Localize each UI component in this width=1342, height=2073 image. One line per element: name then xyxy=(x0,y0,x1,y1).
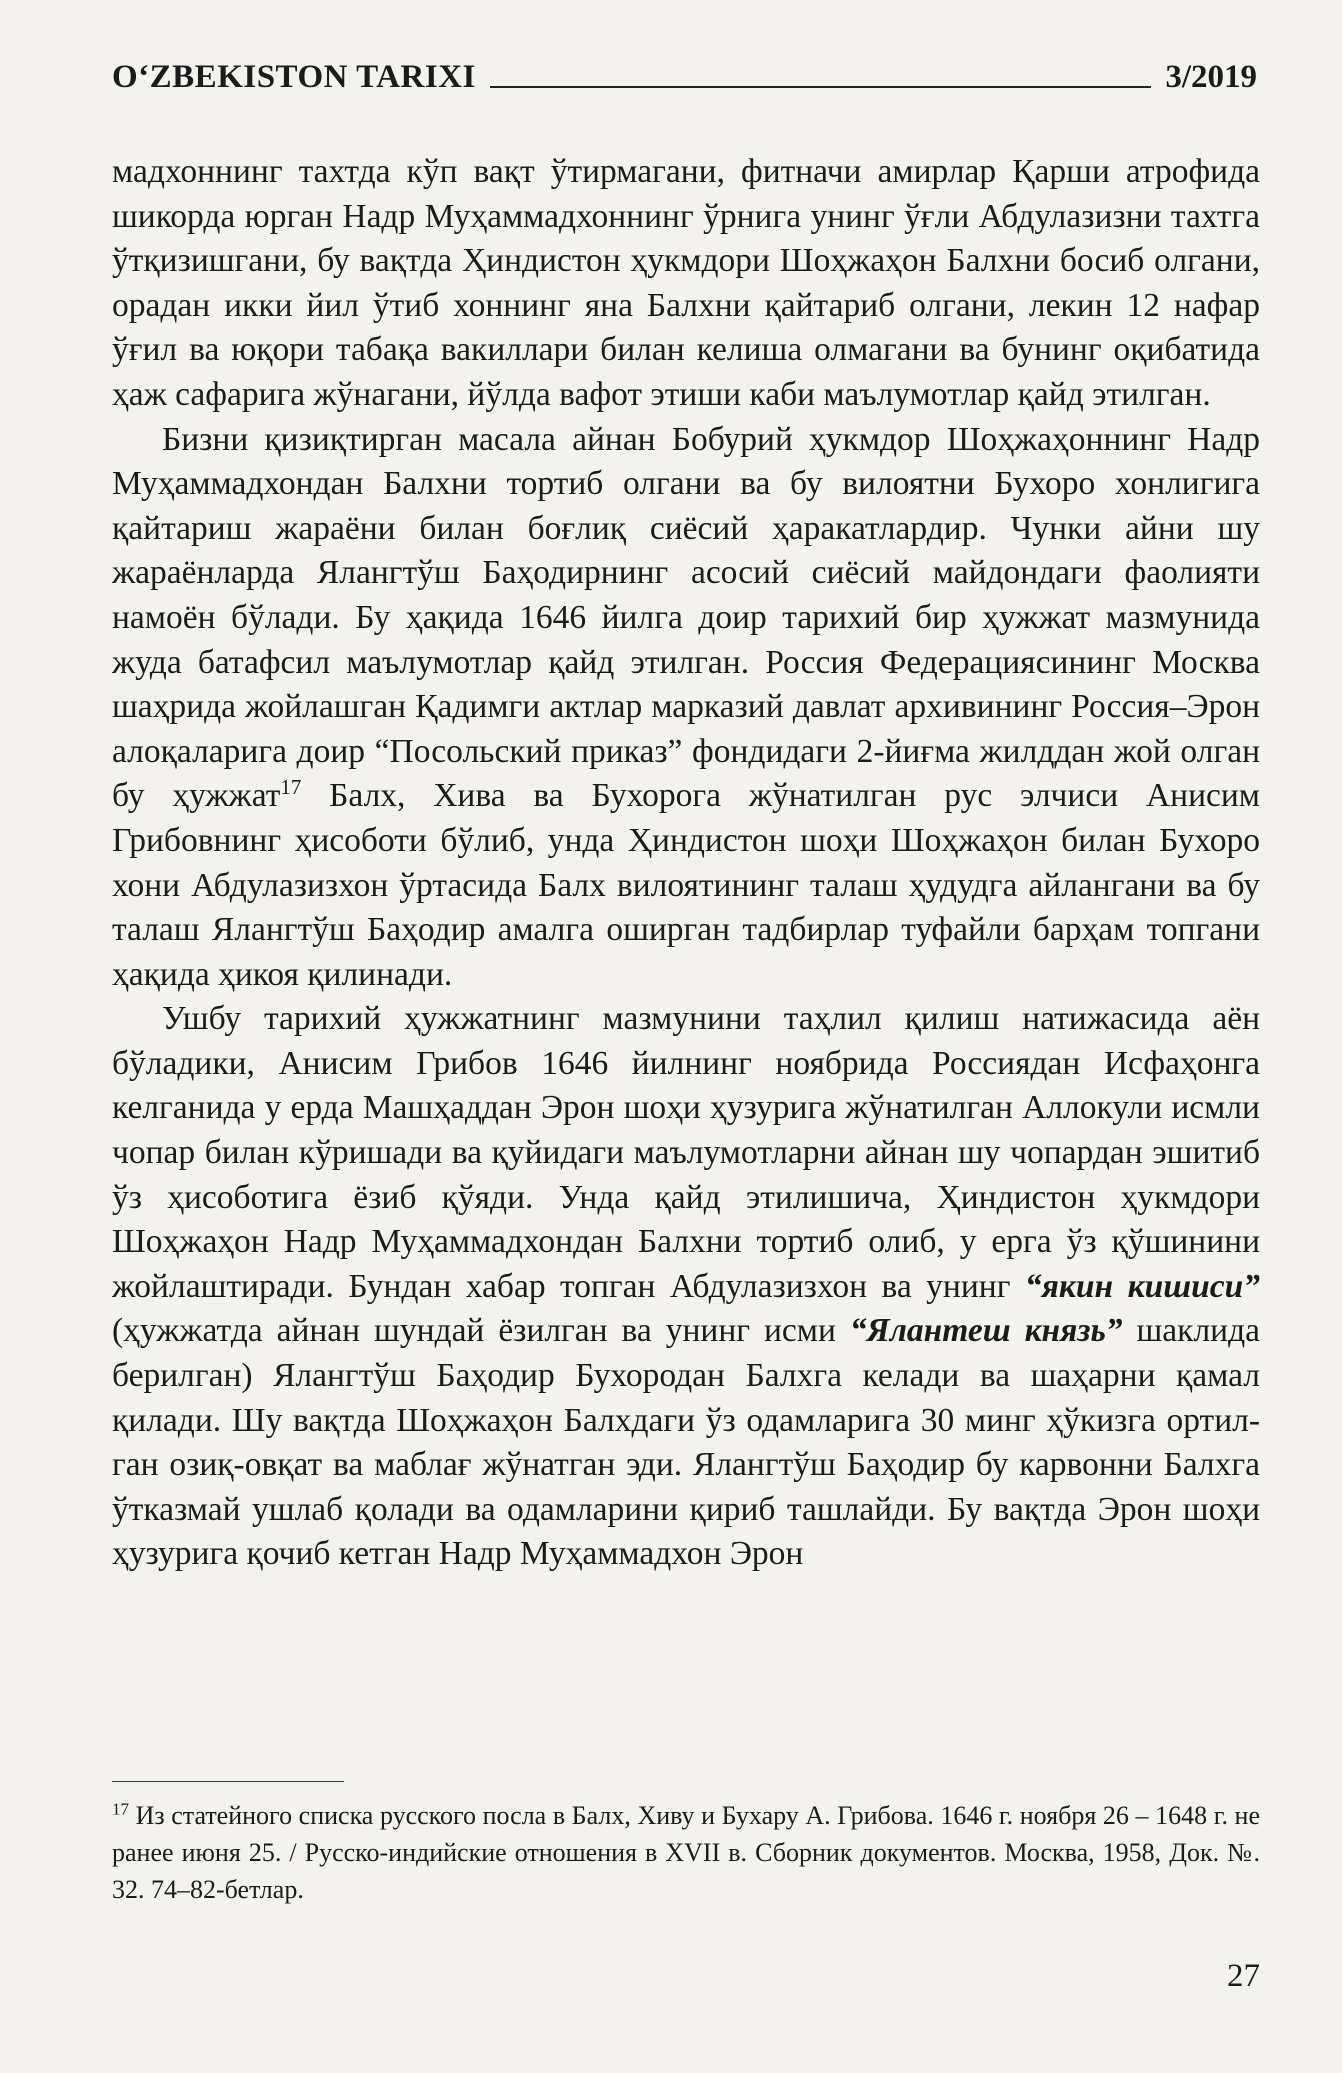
paragraph-1-text: мадхоннинг тахтда кўп вақт ўтирмагани, фитначи амирлар Қарши атрофида шикорда юрган Надр Муҳаммадхоннинг ўрнига унинг ўғли Абдулазизни тахтга ўтқизишгани, бу вақтда Ҳиндистон ҳукмдори Шоҳжаҳон Балхни босиб олгани, орадан икки йил ўтиб хоннинг яна Балхни қайтариб олгани, лекин 12 нафар ўғил ва юқори табақа вакиллари билан келиша олмагани ва бунинг оқибатида ҳаж сафарига жўнагани, йўлда вафот этиши каби маълумотлар қайд этилган. xyxy=(112,153,1260,413)
journal-title: O‘ZBEKISTON TARIXI xyxy=(112,59,476,95)
footnote xyxy=(112,1797,1260,1908)
issue-number: 3/2019 xyxy=(1165,59,1257,95)
paragraph-3-text-a: Ушбу тарихий ҳужжатнинг мазмунини таҳлил қилиш натижасида аён бўладики, Анисим Грибов 1646 йилнинг ноябрида Россиядан Исфаҳонга келганида у ерда Машҳаддан Эрон шоҳи ҳузурига жўнатилган Аллокули исмли чопар билан кўришади ва қуйидаги маълумотларни айнан шу чопардан эшитиб ўз ҳисоботига ёзиб қўяди. Унда қайд этилишича, Ҳиндистон ҳукмдори Шоҳжаҳон Надр Муҳаммадхондан Балхни тортиб олиб, у ерга ўз қўшинини жойлаштиради. Бундан хабар топган Абдулазизхон ва унинг xyxy=(112,1000,1260,1305)
footnote-ref-17[interactable]: 17 xyxy=(280,775,302,800)
paragraph-2 xyxy=(112,418,1260,998)
footnote-number: 17 xyxy=(112,1799,129,1819)
paragraph-1 xyxy=(112,150,1260,418)
paragraph-2-text-b: Балх, Хива ва Бухорога жўнатилган рус элчиси Анисим Грибовнинг ҳисоботи бўлиб, унда Ҳиндистон шоҳи Шоҳжаҳон билан Бухоро хони Абдулазизхон ўртасида Балх вилоятининг талаш ҳудудга айлангани ва бу талаш Ялангтўш Баҳодир амалга оширган тадбирлар туфайли барҳам топгани ҳақида ҳикоя қилинади. xyxy=(112,777,1260,993)
quote-close-person: “якин кишиси” xyxy=(1024,1267,1260,1305)
running-header xyxy=(112,52,1257,96)
paragraph-3 xyxy=(112,997,1260,1577)
footnote-rule xyxy=(112,1781,344,1782)
header-rule xyxy=(490,86,1151,88)
footnote-text: Из статейного списка русского посла в Балх, Хиву и Бухару А. Грибова. 1646 г. ноября 26 – 1648 г. не ранее июня 25. / Русско-индийские отношения в XVII в. Сборник документов. Москва, 1958, Док. №. 32. 74–82-бетлар. xyxy=(112,1801,1260,1904)
paragraph-3-text-c: шаклида берилган) Ялангтўш Баҳодир Бухородан Балхга келади ва шаҳарни қамал қилади. Шу вақтда Шоҳжаҳон Балхдаги ўз одамларига 30 минг ҳўкизга ортилган озиқ-овқат ва маблағ жўнатган эди. Ялангтўш Баҳодир бу карвонни Балхга ўтказмай ушлаб қолади ва одамларини қириб ташлайди. Бу вақтда Эрон шоҳи ҳузурига қочиб кетган Надр Муҳаммадхон Эрон xyxy=(112,1312,1260,1573)
body-text xyxy=(112,150,1260,1577)
paragraph-2-text-a: Бизни қизиқтирган масала айнан Бобурий ҳукмдор Шоҳжаҳоннинг Надр Муҳаммадхондан Балхни тортиб олгани ва бу вилоятни Бухоро хонлигига қайтариш жараёни билан боғлиқ сиёсий ҳаракатлардир. Чунки айни шу жараёнларда Ялангтўш Баҳодирнинг асосий сиёсий майдондаги фаолияти намоён бўлади. Бу ҳақида 1646 йилга доир тарихий бир ҳужжат мазмунида жуда батафсил маълумотлар қайд этилган. Россия Федерациясининг Москва шаҳрида жойлашган Қадимги актлар марказий давлат архивининг Россия–Эрон алоқаларига доир “Посольский приказ” фондидаги 2-йиғма жилддан жой олган бу ҳужжат xyxy=(112,420,1260,815)
paragraph-3-text-b: (ҳужжатда айнан шундай ёзилган ва унинг исми xyxy=(112,1312,850,1350)
quote-prince-name: “Ялантеш князь” xyxy=(849,1312,1123,1350)
page-number: 27 xyxy=(1227,1958,1260,1994)
